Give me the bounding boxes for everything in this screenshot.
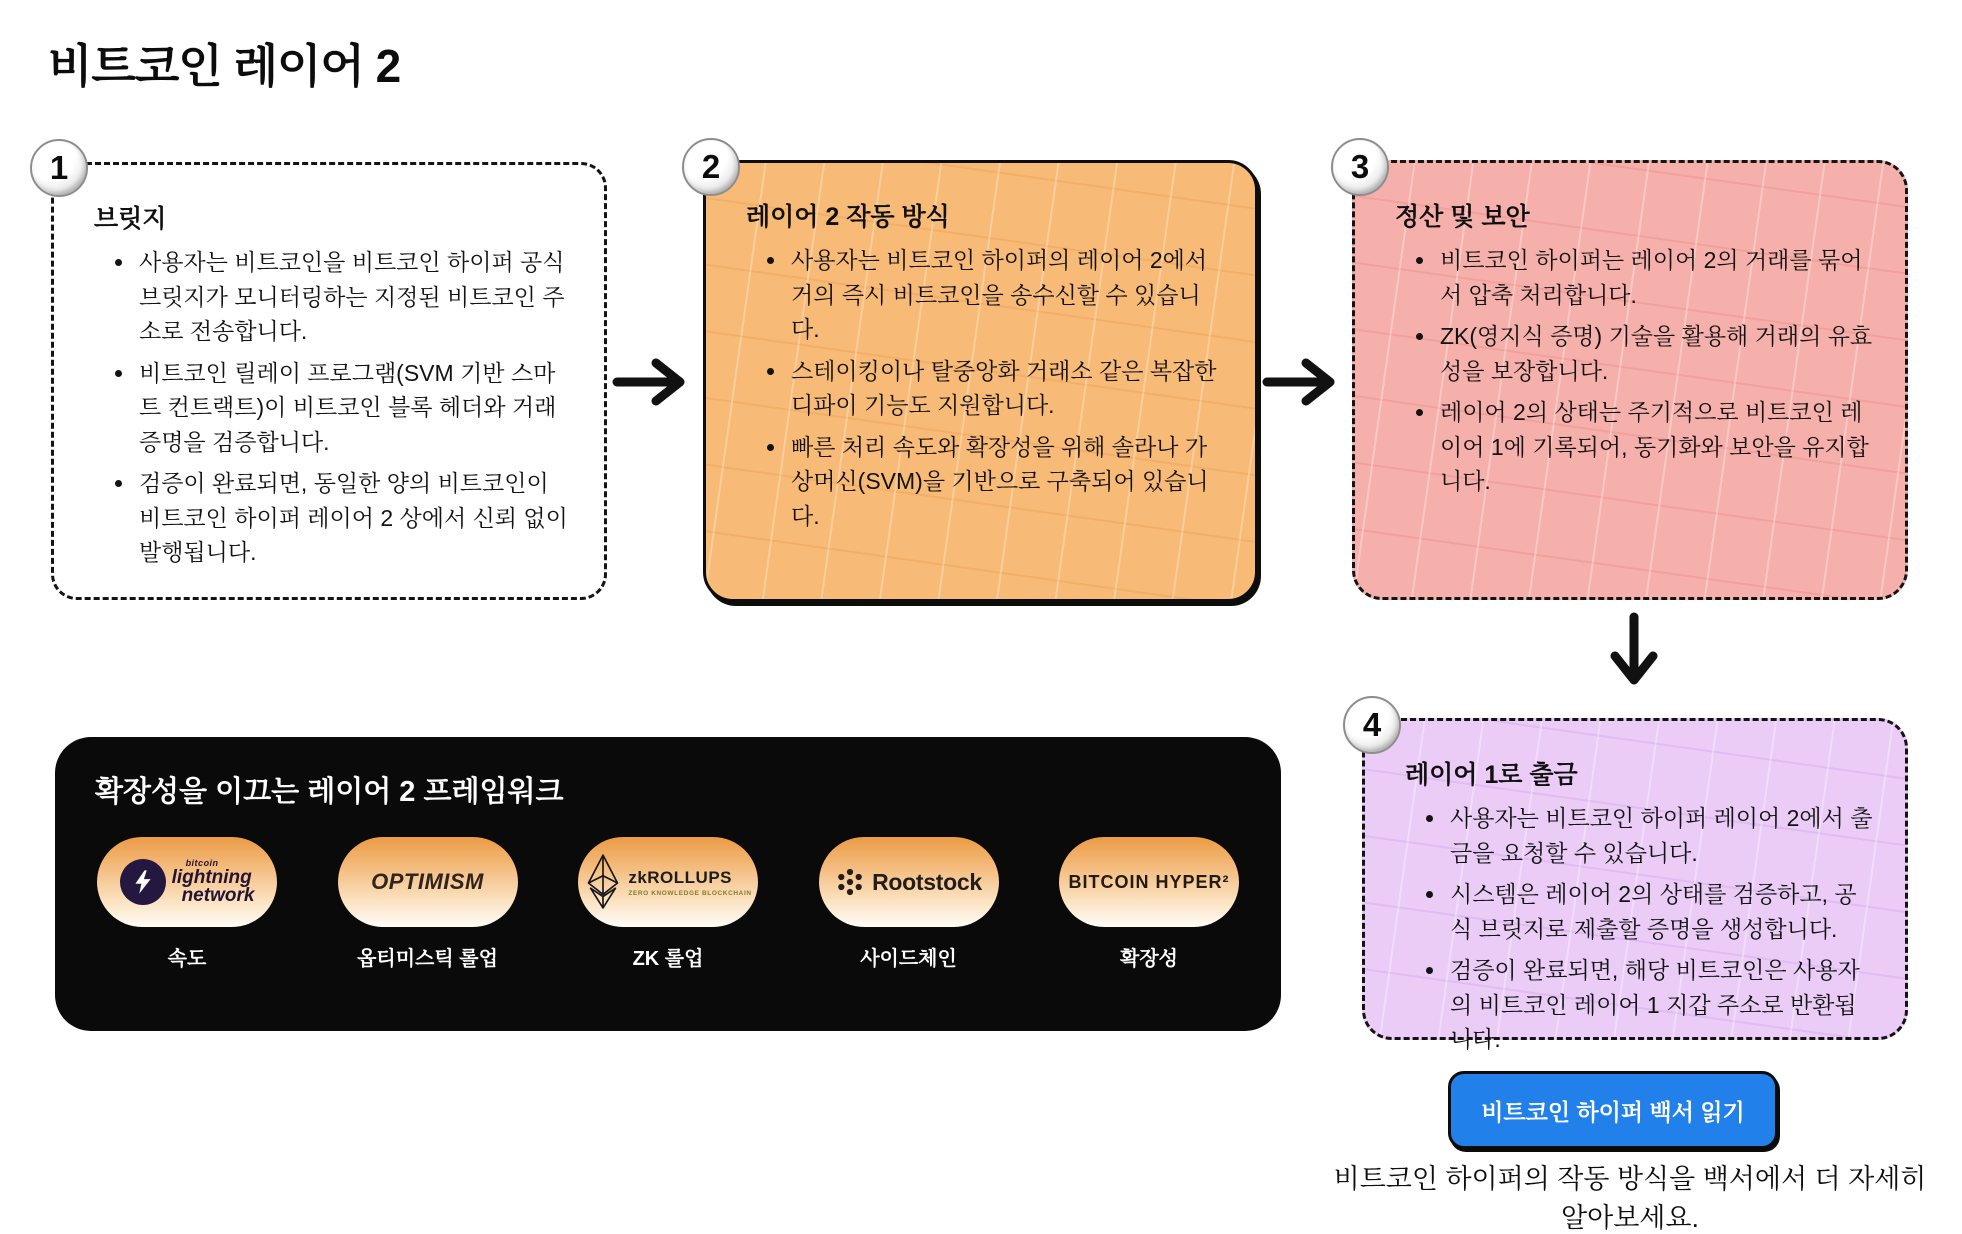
step-1-heading: 브릿지 xyxy=(94,205,167,233)
framework-logo-row xyxy=(89,837,1247,971)
framework-panel-heading: 확장성을 이끄는 레이어 2 프레임워크 xyxy=(95,776,564,808)
framework-label-zk-rollup: ZK 롤업 xyxy=(632,948,704,970)
zkrollups-wordmark: zkROLLUPS xyxy=(628,867,733,887)
step-4-heading: 레이어 1로 출금 xyxy=(1405,761,1578,789)
framework-label-optimistic-rollup: 옵티미스틱 롤업 xyxy=(357,948,498,970)
framework-label-sidechain: 사이드체인 xyxy=(860,948,957,970)
step-1-number-badge: 1 xyxy=(30,139,88,197)
step-2-layer2-operation-box xyxy=(703,160,1258,602)
step-1-bridge-box xyxy=(51,162,607,600)
lightning-bolt-icon xyxy=(120,859,166,905)
ethereum-diamond-icon xyxy=(584,853,622,911)
step-1-bullet: • 검증이 완료되면, 동일한 양의 비트코인이 비트코인 하이퍼 레이어 2 상에서 신뢰 없이 발행됩니다. xyxy=(136,466,576,570)
framework-item-zkrollups xyxy=(570,837,766,971)
whitepaper-caption: 비트코인 하이퍼의 작동 방식을 백서에서 더 자세히 알아보세요. xyxy=(1333,1164,1927,1234)
step-3-bullet-list xyxy=(1393,243,1877,499)
step-3-bullet: • 레이어 2의 상태는 주기적으로 비트코인 레이어 1에 기록되어, 동기화와 보안을 유지합니다. xyxy=(1437,395,1877,499)
framework-label-speed: 속도 xyxy=(167,948,207,970)
step-4-bullet: • 사용자는 비트코인 하이퍼 레이어 2에서 출금을 요청할 수 있습니다. xyxy=(1447,801,1877,870)
step-3-settlement-security-box xyxy=(1352,160,1908,600)
step-1-bullet: • 비트코인 릴레이 프로그램(SVM 기반 스마트 컨트랙트)이 비트코인 블록 헤더와 거래 증명을 검증합니다. xyxy=(136,356,576,460)
framework-item-lightning-network xyxy=(89,837,285,971)
page-title: 비트코인 레이어 2 xyxy=(48,40,401,92)
layer2-framework-panel xyxy=(55,737,1281,1031)
step-3-bullet: • 비트코인 하이퍼는 레이어 2의 거래를 묶어서 압축 처리합니다. xyxy=(1437,243,1877,312)
optimism-logo xyxy=(338,837,518,927)
step-4-bullet: • 시스템은 레이어 2의 상태를 검증하고, 공식 브릿지로 제출할 증명을 생성합니다. xyxy=(1447,877,1877,946)
step-1-bullet-list xyxy=(92,245,576,570)
lightning-network-wordmark: bitcoin lightning network xyxy=(171,858,255,906)
optimism-wordmark: OPTIMISM xyxy=(371,869,484,894)
lightning-network-logo xyxy=(97,837,277,927)
rootstock-wordmark: Rootstock xyxy=(872,868,982,895)
step-3-number-badge: 3 xyxy=(1331,138,1389,196)
framework-item-optimism xyxy=(330,837,526,971)
step-2-bullet: • 사용자는 비트코인 하이퍼의 레이어 2에서 거의 즉시 비트코인을 송수신할 수 있습니다. xyxy=(788,243,1227,347)
step-2-bullet: • 스테이킹이나 탈중앙화 거래소 같은 복잡한 디파이 기능도 지원합니다. xyxy=(788,354,1227,423)
framework-item-bitcoin-hyper xyxy=(1051,837,1247,971)
step-2-number-badge: 2 xyxy=(682,138,740,196)
read-whitepaper-button[interactable]: 비트코인 하이퍼 백서 읽기 xyxy=(1448,1071,1778,1149)
bitcoin-hyper-logo xyxy=(1059,837,1239,927)
framework-item-rootstock xyxy=(811,837,1007,971)
step-1-bullet: • 사용자는 비트코인을 비트코인 하이퍼 공식 브릿지가 모니터링하는 지정된 비트코인 주소로 전송합니다. xyxy=(136,245,576,349)
bitcoin-hyper-wordmark: BITCOIN HYPER² xyxy=(1068,871,1230,892)
framework-label-scalability: 확장성 xyxy=(1120,948,1178,970)
step-4-number-badge: 4 xyxy=(1343,696,1401,754)
step-4-bullet: • 검증이 완료되면, 해당 비트코인은 사용자의 비트코인 레이어 1 지갑 주소로 반환됩니다. xyxy=(1447,953,1877,1057)
step-3-heading: 정산 및 보안 xyxy=(1395,203,1530,231)
step-2-bullet-list xyxy=(744,243,1227,533)
step-4-bullet-list xyxy=(1403,801,1877,1057)
rootstock-cluster-icon xyxy=(835,867,865,897)
zkrollups-tagline: ZERO KNOWLEDGE BLOCKCHAIN xyxy=(628,889,752,897)
arrow-right-1-icon xyxy=(612,354,696,410)
step-3-bullet: • ZK(영지식 증명) 기술을 활용해 거래의 유효성을 보장합니다. xyxy=(1437,319,1877,388)
arrow-right-2-icon xyxy=(1262,354,1346,410)
step-4-withdraw-box xyxy=(1362,718,1908,1052)
zkrollups-logo xyxy=(578,837,758,927)
rootstock-logo xyxy=(819,837,999,927)
step-2-bullet: • 빠른 처리 속도와 확장성을 위해 솔라나 가상머신(SVM)을 기반으로 구축되어 있습니다. xyxy=(788,430,1227,534)
arrow-down-icon xyxy=(1606,612,1662,696)
step-2-heading: 레이어 2 작동 방식 xyxy=(746,203,950,231)
